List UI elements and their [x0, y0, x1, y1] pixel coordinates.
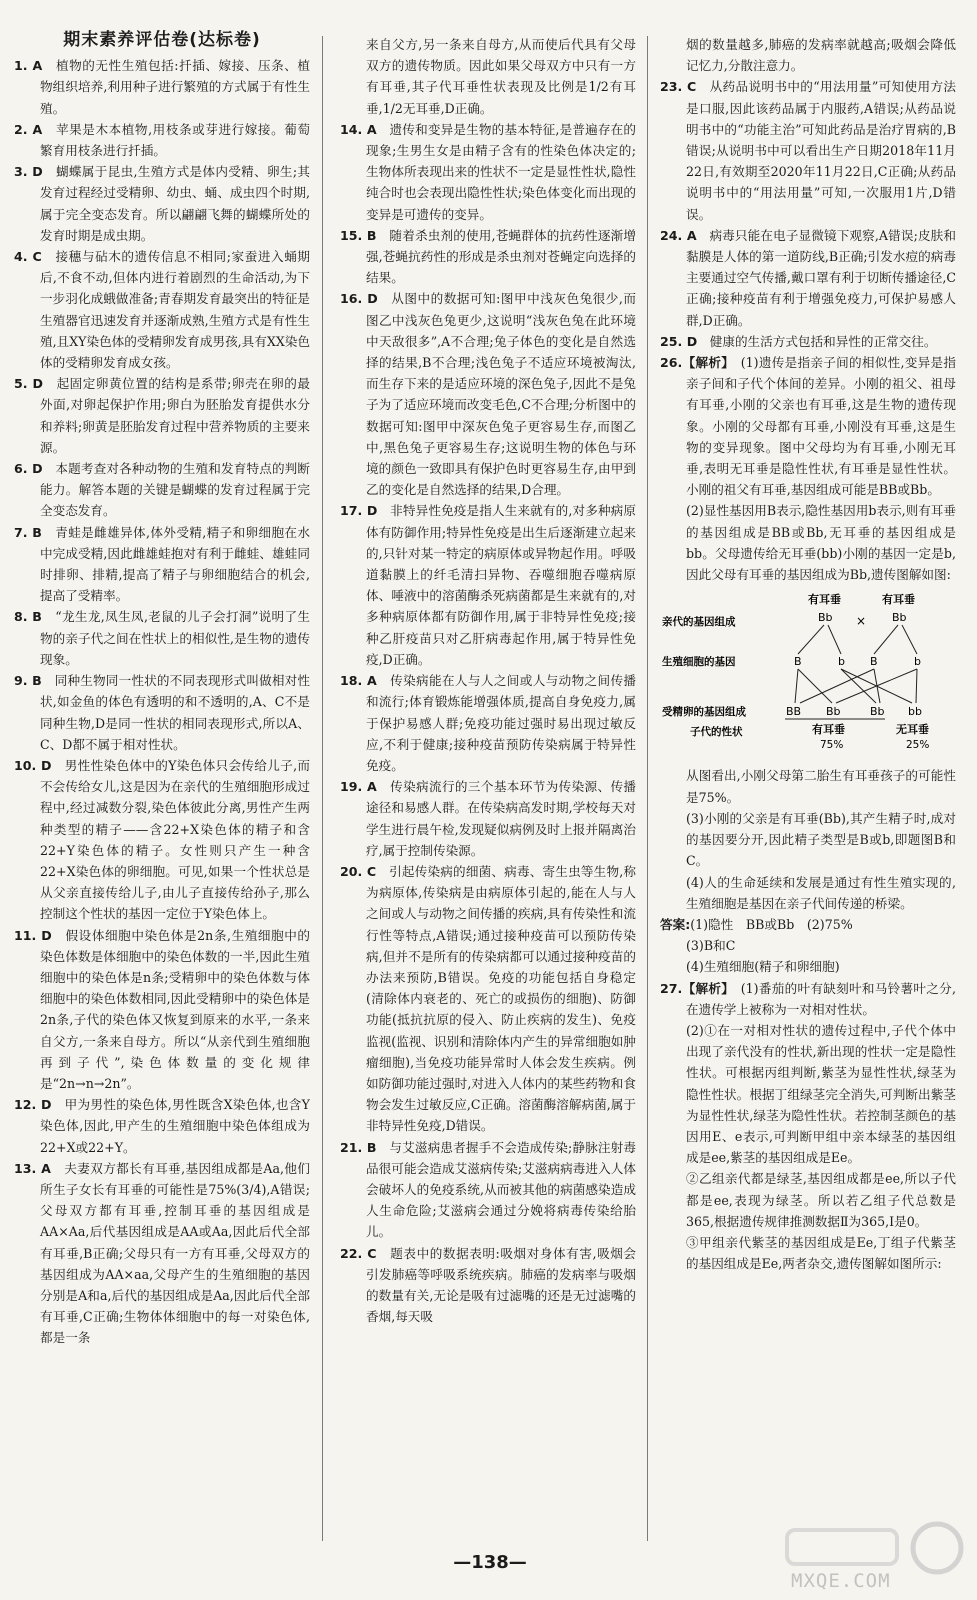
arrow-line: [902, 625, 917, 654]
answer-text: 遗传和变异是生物的基本特征,是普遍存在的现象;生男生女是由精子含有的性染色体决定的;生物体所表现出来的性状不一定是显性性状,隐性纯合时也会表现出隐性性状;染色体变化而出现的变异是可遗传的变异。: [366, 121, 636, 222]
answer-number: 1. A: [14, 58, 43, 74]
answer-item: [14, 606, 310, 670]
parent-genotype-right: Bb: [892, 611, 907, 625]
answer-item: [14, 373, 310, 458]
arrow-line: [836, 669, 917, 703]
answer-item: [14, 246, 310, 373]
parent-trait-right: 有耳垂: [882, 593, 915, 607]
offspring-trait-no: 无耳垂: [896, 723, 929, 737]
answer-text: 传染病能在人与人之间或人与动物之间传播和流行;体育锻炼能增强体质,提高自身免疫力,属于保护易感人群;免疫功能过强时易出现过敏反应,不利于健康;接种疫苗预防传染病属于特异性免疫。: [366, 673, 636, 773]
zygote-3: Bb: [870, 705, 885, 719]
answer-item: [14, 755, 310, 925]
answer-text: 接穗与砧木的遗传信息不相同;家蚕进入蛹期后,不食不动,但体内进行着剧烈的生命活动,为下一步羽化成蛾做准备;青春期发育最突出的特征是生殖器官迅速发育并逐渐成熟,生殖方式是有性生殖,且XY染色体的受精卵发育成男孩,具有XX染色体的受精卵发育成女孩。: [40, 249, 310, 371]
parent-genotype-left: Bb: [818, 611, 833, 625]
answer-number: 9. B: [14, 673, 42, 689]
answer-item: [14, 925, 310, 1095]
arrow-line: [795, 669, 798, 703]
answer-item: [340, 225, 636, 289]
answer-text: 本题考查对各种动物的生殖和发育特点的判断能力。解答本题的关键是蝴蝶的发育过程属于完全变态发育。: [40, 461, 310, 519]
answer-item: [14, 1094, 310, 1158]
answer-text: 同种生物同一性状的不同表现形式叫做相对性状,如金鱼的体色有透明的和不透明的,A、C不是同种生物,D是同一性状的相同表现形式,所以A、C、D都不属于相对性状。: [40, 673, 310, 752]
answer-item: [340, 670, 636, 776]
zygote-1: BB: [786, 705, 802, 719]
answer-text: 题表中的数据表明:吸烟对身体有害,吸烟会引发肺癌等呼吸系统疾病。肺癌的发病率与吸烟的数量有关,无论是吸有过滤嘴的还是无过滤嘴的香烟,每天吸: [366, 1245, 636, 1325]
answer-number: 26.【解析】: [660, 355, 728, 371]
answer-number: 23. C: [660, 79, 697, 95]
answer-number: 20. C: [340, 863, 377, 879]
answer-item: [660, 225, 956, 331]
page-title: 期末素养评估卷(达标卷): [63, 30, 261, 50]
answer-list-right-mid: [660, 765, 956, 913]
answer-text: 烟的数量越多,肺癌的发病率就越高;吸烟会降低记忆力,分散注意力。: [686, 37, 956, 74]
answer-number: 8. B: [14, 609, 42, 625]
answer-number: 24. A: [660, 227, 697, 243]
answer-number: 15. B: [340, 227, 377, 243]
genetic-cross-svg: [660, 591, 956, 751]
answer-text: 蝴蝶属于昆虫,生殖方式是体内受精、卵生;其发育过程经过受精卵、幼虫、蛹、成虫四个时期,属于完全变态发育。所以翩翩飞舞的蝴蝶所处的发育时期是成虫期。: [40, 164, 310, 243]
answer-number: 18. A: [340, 673, 377, 689]
zygote-4: bb: [908, 705, 922, 719]
answer-number: 5. D: [14, 376, 43, 392]
row-label-parent-genotype: 亲代的基因组成: [662, 616, 736, 629]
answer-list-right-top: [660, 34, 956, 585]
answer-number: 25. D: [660, 333, 698, 349]
answer-item: [340, 119, 636, 225]
answer-item: [340, 288, 636, 500]
answer-item: [340, 500, 636, 670]
answer-item: [660, 872, 956, 914]
column-middle: [340, 34, 636, 1539]
answer-number: 10. D: [14, 757, 52, 773]
answer-text: 与艾滋病患者握手不会造成传染;静脉注射毒品很可能会造成艾滋病传染;艾滋病病毒进入人体会破坏人的免疫系统,从而被其他的病菌感染造成人生命危险;艾滋病会通过分娩将病毒传染给胎儿。: [366, 1139, 636, 1240]
row-label-zygote: 受精卵的基因组成: [662, 706, 746, 719]
answer-item: [340, 776, 636, 861]
gamete-1: B: [794, 655, 802, 669]
answer-label: 答案:: [660, 916, 691, 932]
answer-26-line2: (3)B和C: [686, 938, 736, 954]
answer-item: [14, 1158, 310, 1349]
gamete-4: b: [914, 655, 921, 669]
answer-26-line1: (1)隐性 BB或Bb (2)75%: [690, 916, 853, 932]
answer-item: [660, 1232, 956, 1274]
zygote-2: Bb: [826, 705, 841, 719]
answer-number: 19. A: [340, 779, 377, 795]
percent-yes: 75%: [820, 739, 844, 752]
answer-number: 27.【解析】: [660, 980, 728, 996]
column-right: [660, 34, 956, 1539]
answer-item: [660, 808, 956, 872]
answer-item: [340, 1243, 636, 1328]
page-number: —138—: [453, 1552, 527, 1573]
answer-number: 14. A: [340, 121, 377, 137]
row-label-offspring-trait: 子代的性状: [690, 726, 743, 739]
answer-number: 13. A: [14, 1160, 51, 1176]
answer-item: [340, 861, 636, 1137]
answer-text: (3)小刚的父亲是有耳垂(Bb),其产生精子时,成对的基因要分开,因此精子类型是B或b,即题图B和C。: [686, 810, 956, 869]
answer-text: 从药品说明书中的“用法用量”可知使用方法是口服,因此该药品属于内服药,A错误;从药品说明书中的“功能主治”可知此药品是治疗胃病的,B错误;从说明书中可以看出生产日期2018年11月22日,有效期至2020年11月22日,C正确;从药品说明书中的“用法用量”可知,一次服用1片,D错误。: [686, 79, 956, 222]
cross-symbol: ×: [856, 614, 867, 629]
arrow-line: [828, 625, 841, 654]
answer-item: [660, 765, 956, 807]
answer-text: (2)①在一对相对性状的遗传过程中,子代个体中出现了亲代没有的性状,新出现的性状一定是隐性性状。可根据丙组判断,紫茎为显性性状,绿茎为隐性性状。根据丁组绿茎完全消失,可判断出紫茎为显性性状,绿茎为隐性性状。若控制茎颜色的基因用E、e表示,可判断甲组中亲本绿茎的基因组成是ee,紫茎的基因组成是Ee。: [686, 1022, 956, 1166]
answer-item: [660, 1168, 956, 1232]
answer-text: “龙生龙,凤生凤,老鼠的儿子会打洞”说明了生物的亲子代之间在性状上的相似性,是生物的遗传现象。: [40, 609, 310, 667]
answer-text: 非特异性免疫是指人生来就有的,对多种病原体有防御作用;特异性免疫是出生后逐渐建立起来的,只针对某一特定的病原体或异物起作用。呼吸道黏膜上的纤毛清扫异物、吞噬细胞吞噬病原体、唾液中的溶菌酶杀死病菌都是生来就有的,对多种病原体都有防御作用,属于非特异性免疫;接种乙肝疫苗只对乙肝病毒起作用,属于特异性免疫,D正确。: [366, 503, 636, 667]
answer-text: 病毒只能在电子显微镜下观察,A错误;皮肤和黏膜是人体的第一道防线,B正确;引发水痘的病毒主要通过空气传播,戴口罩有利于切断传播途径,C正确;接种疫苗有利于增强免疫力,可保护易感人群,D正确。: [686, 227, 956, 328]
answer-item: [660, 352, 956, 500]
answer-number: 2. A: [14, 121, 43, 137]
gamete-2: b: [838, 655, 845, 669]
answer-item: [14, 161, 310, 246]
answer-number: 22. C: [340, 1245, 377, 1261]
answer-number: 11. D: [14, 927, 52, 943]
arrow-line: [916, 669, 917, 703]
answer-number: 17. D: [340, 503, 378, 519]
watermark-text: MXQE.COM: [791, 1570, 891, 1592]
answer-text: 传染病流行的三个基本环节为传染源、传播途径和易感人群。在传染病高发时期,学校每天对学生进行晨午检,发现疑似病例及时上报并隔离治疗,属于控制传染源。: [366, 779, 636, 858]
answer-item: [14, 119, 310, 161]
answer-26-block: [660, 914, 956, 935]
watermark-logo: [777, 1520, 967, 1592]
column-divider: [322, 36, 323, 1541]
answer-number: 16. D: [340, 291, 378, 307]
answer-text: 健康的生活方式包括和异性的正常交往。: [709, 333, 937, 349]
answer-item: [660, 34, 956, 76]
answer-item: [14, 670, 310, 755]
answer-number: 21. B: [340, 1139, 377, 1155]
answer-number: 6. D: [14, 461, 43, 477]
answer-text: 男性性染色体中的Y染色体只会传给儿子,而不会传给女儿,这是因为在亲代的生殖细胞形成过程中,经过减数分裂,染色体彼此分离,男性产生两种类型的精子——含22+X染色体的精子和含22+Y染色体的精子。女性则只产生一种含22+X染色体的卵细胞。可见,如果一个性状总是从父亲直接传给儿子,由儿子直接传给孙子,那么控制这个性状的基因一定位于Y染色体上。: [40, 757, 310, 922]
answer-26-line3: (4)生殖细胞(精子和卵细胞): [686, 959, 840, 975]
answer-item: [340, 1137, 636, 1243]
column-divider: [647, 36, 648, 1541]
answer-text: 从图看出,小刚父母第二胎生有耳垂孩子的可能性是75%。: [686, 768, 956, 805]
answer-number: 4. C: [14, 249, 42, 265]
answer-text: ②乙组亲代都是绿茎,基因组成都是ee,所以子代都是ee,表现为绿茎。所以若乙组子代总数是365,根据遗传规律推测数据Ⅱ为365,Ⅰ是0。: [686, 1171, 956, 1229]
answer-text: (4)人的生命延续和发展是通过有性生殖实现的,生殖细胞是基因在亲子代间传递的桥梁。: [686, 874, 956, 911]
arrow-line: [798, 625, 824, 654]
answer-number: 3. D: [14, 164, 43, 180]
answer-text: 甲为男性的染色体,男性既含X染色体,也含Y染色体,因此,甲产生的生殖细胞中染色体组成为22+X或22+Y。: [40, 1097, 310, 1155]
answer-item: [660, 76, 956, 224]
answer-number: 7. B: [14, 524, 42, 540]
arrow-line: [841, 669, 876, 703]
answer-item: [340, 34, 636, 119]
answer-text: 引起传染病的细菌、病毒、寄生虫等生物,称为病原体,传染病是由病原体引起的,能在人与人之间或人与动物之间传播的疾病,具有传染性和流行性等特点,A错误;通过接种疫苗可以预防传染病,但并不是所有的传染病都可以通过接种疫苗的办法来预防,B错误。免疫的功能包括自身稳定(清除体内衰老的、死亡的或损伤的细胞)、防御功能(抵抗抗原的侵入、防止疾病的发生)、免疫监视(监视、识别和清除体内产生的异常细胞如肿瘤细胞),当免疫功能异常时人体会发生疾病。例如防御功能过强时,对进入人体内的某些药物和食物会发生过敏反应,C正确。溶菌酶溶解病菌,属于非特异性免疫,D错误。: [366, 863, 636, 1134]
answer-list-left: [14, 55, 310, 1348]
answer-item: [14, 522, 310, 607]
answer-text: 植物的无性生殖包括:扦插、嫁接、压条、植物组织培养,利用种子进行繁殖的方式属于有性生殖。: [40, 58, 310, 116]
answer-text: (1)番茄的叶有缺刻叶和马铃薯叶之分,在遗传学上被称为一对相对性状。: [686, 980, 956, 1017]
column-left: [14, 30, 310, 1535]
genetic-cross-diagram: [660, 591, 956, 757]
answer-item: [14, 458, 310, 522]
answer-text: 随着杀虫剂的使用,苍蝇群体的抗药性逐渐增强,苍蝇抗药性的形成是杀虫剂对苍蝇定向选择的结果。: [366, 227, 636, 286]
answer-text: 起固定卵黄位置的结构是系带;卵壳在卵的最外面,对卵起保护作用;卵白为胚胎发育提供水分和养料;卵黄是胚胎发育过程中营养物质的主要来源。: [40, 376, 310, 455]
row-label-gametes: 生殖细胞的基因: [662, 656, 736, 669]
answer-list-middle: [340, 34, 636, 1327]
answer-item: [660, 331, 956, 352]
arrow-line: [800, 669, 874, 703]
answer-text: 从图中的数据可知:图甲中浅灰色兔很少,而图乙中浅灰色兔更少,这说明“浅灰色兔在此环境中天敌很多”,A不合理;兔子体色的变化是自然选择的结果,B不合理;浅色兔子不适应环境被淘汰,而生存下来的是适应环境的深色兔子,因此不是兔子为了适应环境而改变毛色,C不合理;分析图中的数据可知:图甲中深灰色兔子更容易生存,而图乙中,黑色兔子更容易生存;这说明生物的体色与环境的颜色一致即具有保护色时更容易生存,由甲到乙的变化是自然选择的结果,D合理。: [366, 291, 636, 498]
answer-text: 青蛙是雌雄异体,体外受精,精子和卵细胞在水中完成受精,因此雌雄蛙抱对有利于雌蛙、雄蛙同时排卵、排精,提高了精子与卵细胞结合的机会,提高了受精率。: [40, 524, 310, 604]
answer-list-right-bottom: [660, 978, 956, 1275]
percent-no: 25%: [906, 739, 930, 752]
answer-item: [660, 500, 956, 585]
answer-text: 来自父方,另一条来自母方,从而使后代具有父母双方的遗传物质。因此如果父母双方中只有一方有耳垂,其子代耳垂性状表现及比例是1/2有耳垂,1/2无耳垂,D正确。: [366, 37, 636, 116]
parent-trait-left: 有耳垂: [808, 593, 841, 607]
answer-number: 12. D: [14, 1097, 52, 1113]
arrow-line: [798, 669, 832, 703]
arrow-line: [874, 625, 898, 654]
answer-text: 假设体细胞中染色体是2n条,生殖细胞中的染色体数是体细胞中的染色体数的一半,因此生殖细胞中的染色体是n条;受精卵中的染色体数与体细胞中的染色体数相同,因此受精卵中的染色体是2n条,子代的染色体又恢复到原来的水平,一条来自父方,一条来自母方。所以“从亲代到生殖细胞再到子代”,染色体数量的变化规律是“2n→n→2n”。: [40, 927, 310, 1091]
answer-item: [660, 978, 956, 1020]
answer-text: 苹果是木本植物,用枝条或芽进行嫁接。葡萄繁育用枝条进行扦插。: [40, 121, 310, 159]
answer-text: ③甲组亲代紫茎的基因组成是Ee,丁组子代紫茎的基因组成是Ee,两者杂交,遗传图解如图所示:: [686, 1234, 956, 1272]
answer-text: (1)遗传是指亲子间的相似性,变异是指亲子间和子代个体间的差异。小刚的祖父、祖母有耳垂,小刚的父亲也有耳垂,这是生物的遗传现象。小刚的父母都有耳垂,小刚没有耳垂,这是生物的变异现象。图中父母均为有耳垂,小刚无耳垂,表明无耳垂是隐性性状,有耳垂是显性性状。小刚的祖父有耳垂,基因组成可能是BB或Bb。: [686, 355, 956, 498]
answer-item: [660, 1020, 956, 1168]
answer-text: (2)显性基因用B表示,隐性基因用b表示,则有耳垂的基因组成是BB或Bb,无耳垂的基因组成是bb。父母遗传给无耳垂(bb)小刚的基因一定是b,因此父母有耳垂的基因组成为Bb,遗传图解如图:: [686, 503, 956, 583]
answer-text: 夫妻双方都长有耳垂,基因组成都是Aa,他们所生子女长有耳垂的可能性是75%(3/4),A错误;父母双方都有耳垂,控制耳垂的基因组成是AA×Aa,后代基因组成是AA或Aa,因此后代全部有耳垂,B正确;父母只有一方有耳垂,父母双方的基因组成为AA×aa,父母产生的生殖细胞的基因分别是A和a,后代的基因组成是Aa,因此后代全部有耳垂,C正确;生物体体细胞中的每一对染色体,都是一条: [40, 1160, 310, 1346]
gamete-3: B: [870, 655, 878, 669]
offspring-trait-yes: 有耳垂: [812, 723, 845, 737]
answer-item: [14, 55, 310, 119]
